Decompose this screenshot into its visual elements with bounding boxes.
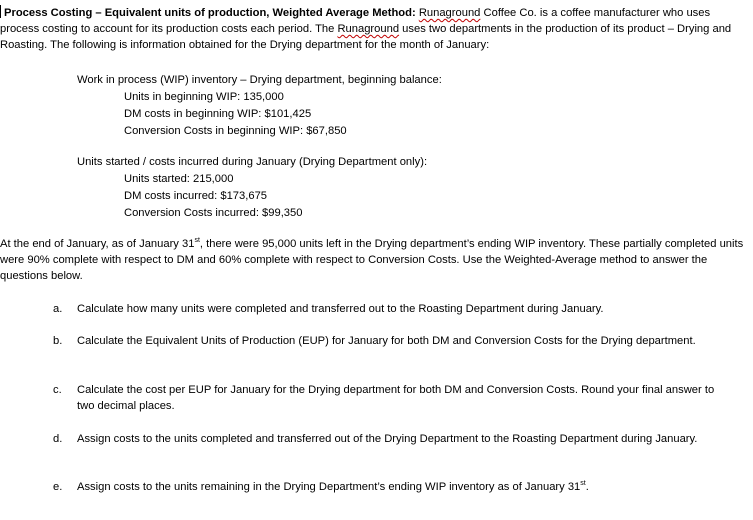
ending-sup: st	[194, 237, 200, 244]
question-e-sup: st	[580, 480, 586, 487]
beginning-wip-heading: Work in process (WIP) inventory – Drying department, beginning balance:	[77, 74, 442, 86]
company-name-2: Runaground	[337, 23, 400, 36]
company-name: Runaground	[418, 7, 481, 19]
question-label: a.	[53, 303, 63, 315]
intro-paragraph	[0, 5, 745, 54]
units-started: Units started: 215,000	[124, 173, 234, 185]
question-text	[77, 479, 717, 495]
question-text: Assign costs to the units completed and transferred out of the Drying Department to the Roasting Department during January.	[77, 433, 698, 445]
question-e-main: Assign costs to the units remaining in the Drying Department’s ending WIP inventory as of January 31	[77, 481, 581, 493]
question-label: e.	[53, 481, 63, 493]
question-label: c.	[53, 384, 62, 396]
ending-part-1: At the end of January, as of January 31	[0, 238, 195, 250]
intro-sentence-1: Coffee Co. is a coffee manufacturer who uses process costing to account for its production costs each period. The	[0, 7, 711, 36]
intro-sentence-2: uses two departments in the production of its product – Drying and Roasting. The following is information obtained for the Drying department for the month of January:	[0, 23, 732, 52]
text-cursor	[0, 5, 1, 18]
beginning-dm-costs: DM costs in beginning WIP: $101,425	[124, 108, 312, 120]
question-e-after: .	[585, 481, 589, 493]
question-label: b.	[53, 335, 63, 347]
dm-costs-incurred: DM costs incurred: $173,675	[124, 190, 268, 202]
question-text: Calculate the cost per EUP for January for the Drying department for both DM and Conversion Costs. Round your final answer to two decimal places.	[77, 384, 715, 413]
conversion-costs-incurred: Conversion Costs incurred: $99,350	[124, 207, 303, 219]
question-text: Calculate how many units were completed and transferred out to the Roasting Department during January.	[77, 303, 604, 315]
ending-wip-paragraph	[0, 236, 745, 285]
intro-title: Process Costing – Equivalent units of production, Weighted Average Method:	[4, 7, 416, 19]
question-label: d.	[53, 433, 63, 445]
beginning-conversion-costs: Conversion Costs in beginning WIP: $67,850	[124, 125, 347, 137]
started-heading: Units started / costs incurred during January (Drying Department only):	[77, 156, 428, 168]
beginning-units: Units in beginning WIP: 135,000	[124, 91, 284, 103]
ending-part-2: , there were 95,000 units left in the Drying department’s ending WIP inventory. These partially completed units were 90% complete with respect to DM and 60% complete with respect to Conversion Costs. Use the Weighted-Average method to answer the questions below.	[0, 238, 744, 283]
question-text: Calculate the Equivalent Units of Production (EUP) for January for both DM and Conversion Costs for the Drying department.	[77, 335, 696, 347]
